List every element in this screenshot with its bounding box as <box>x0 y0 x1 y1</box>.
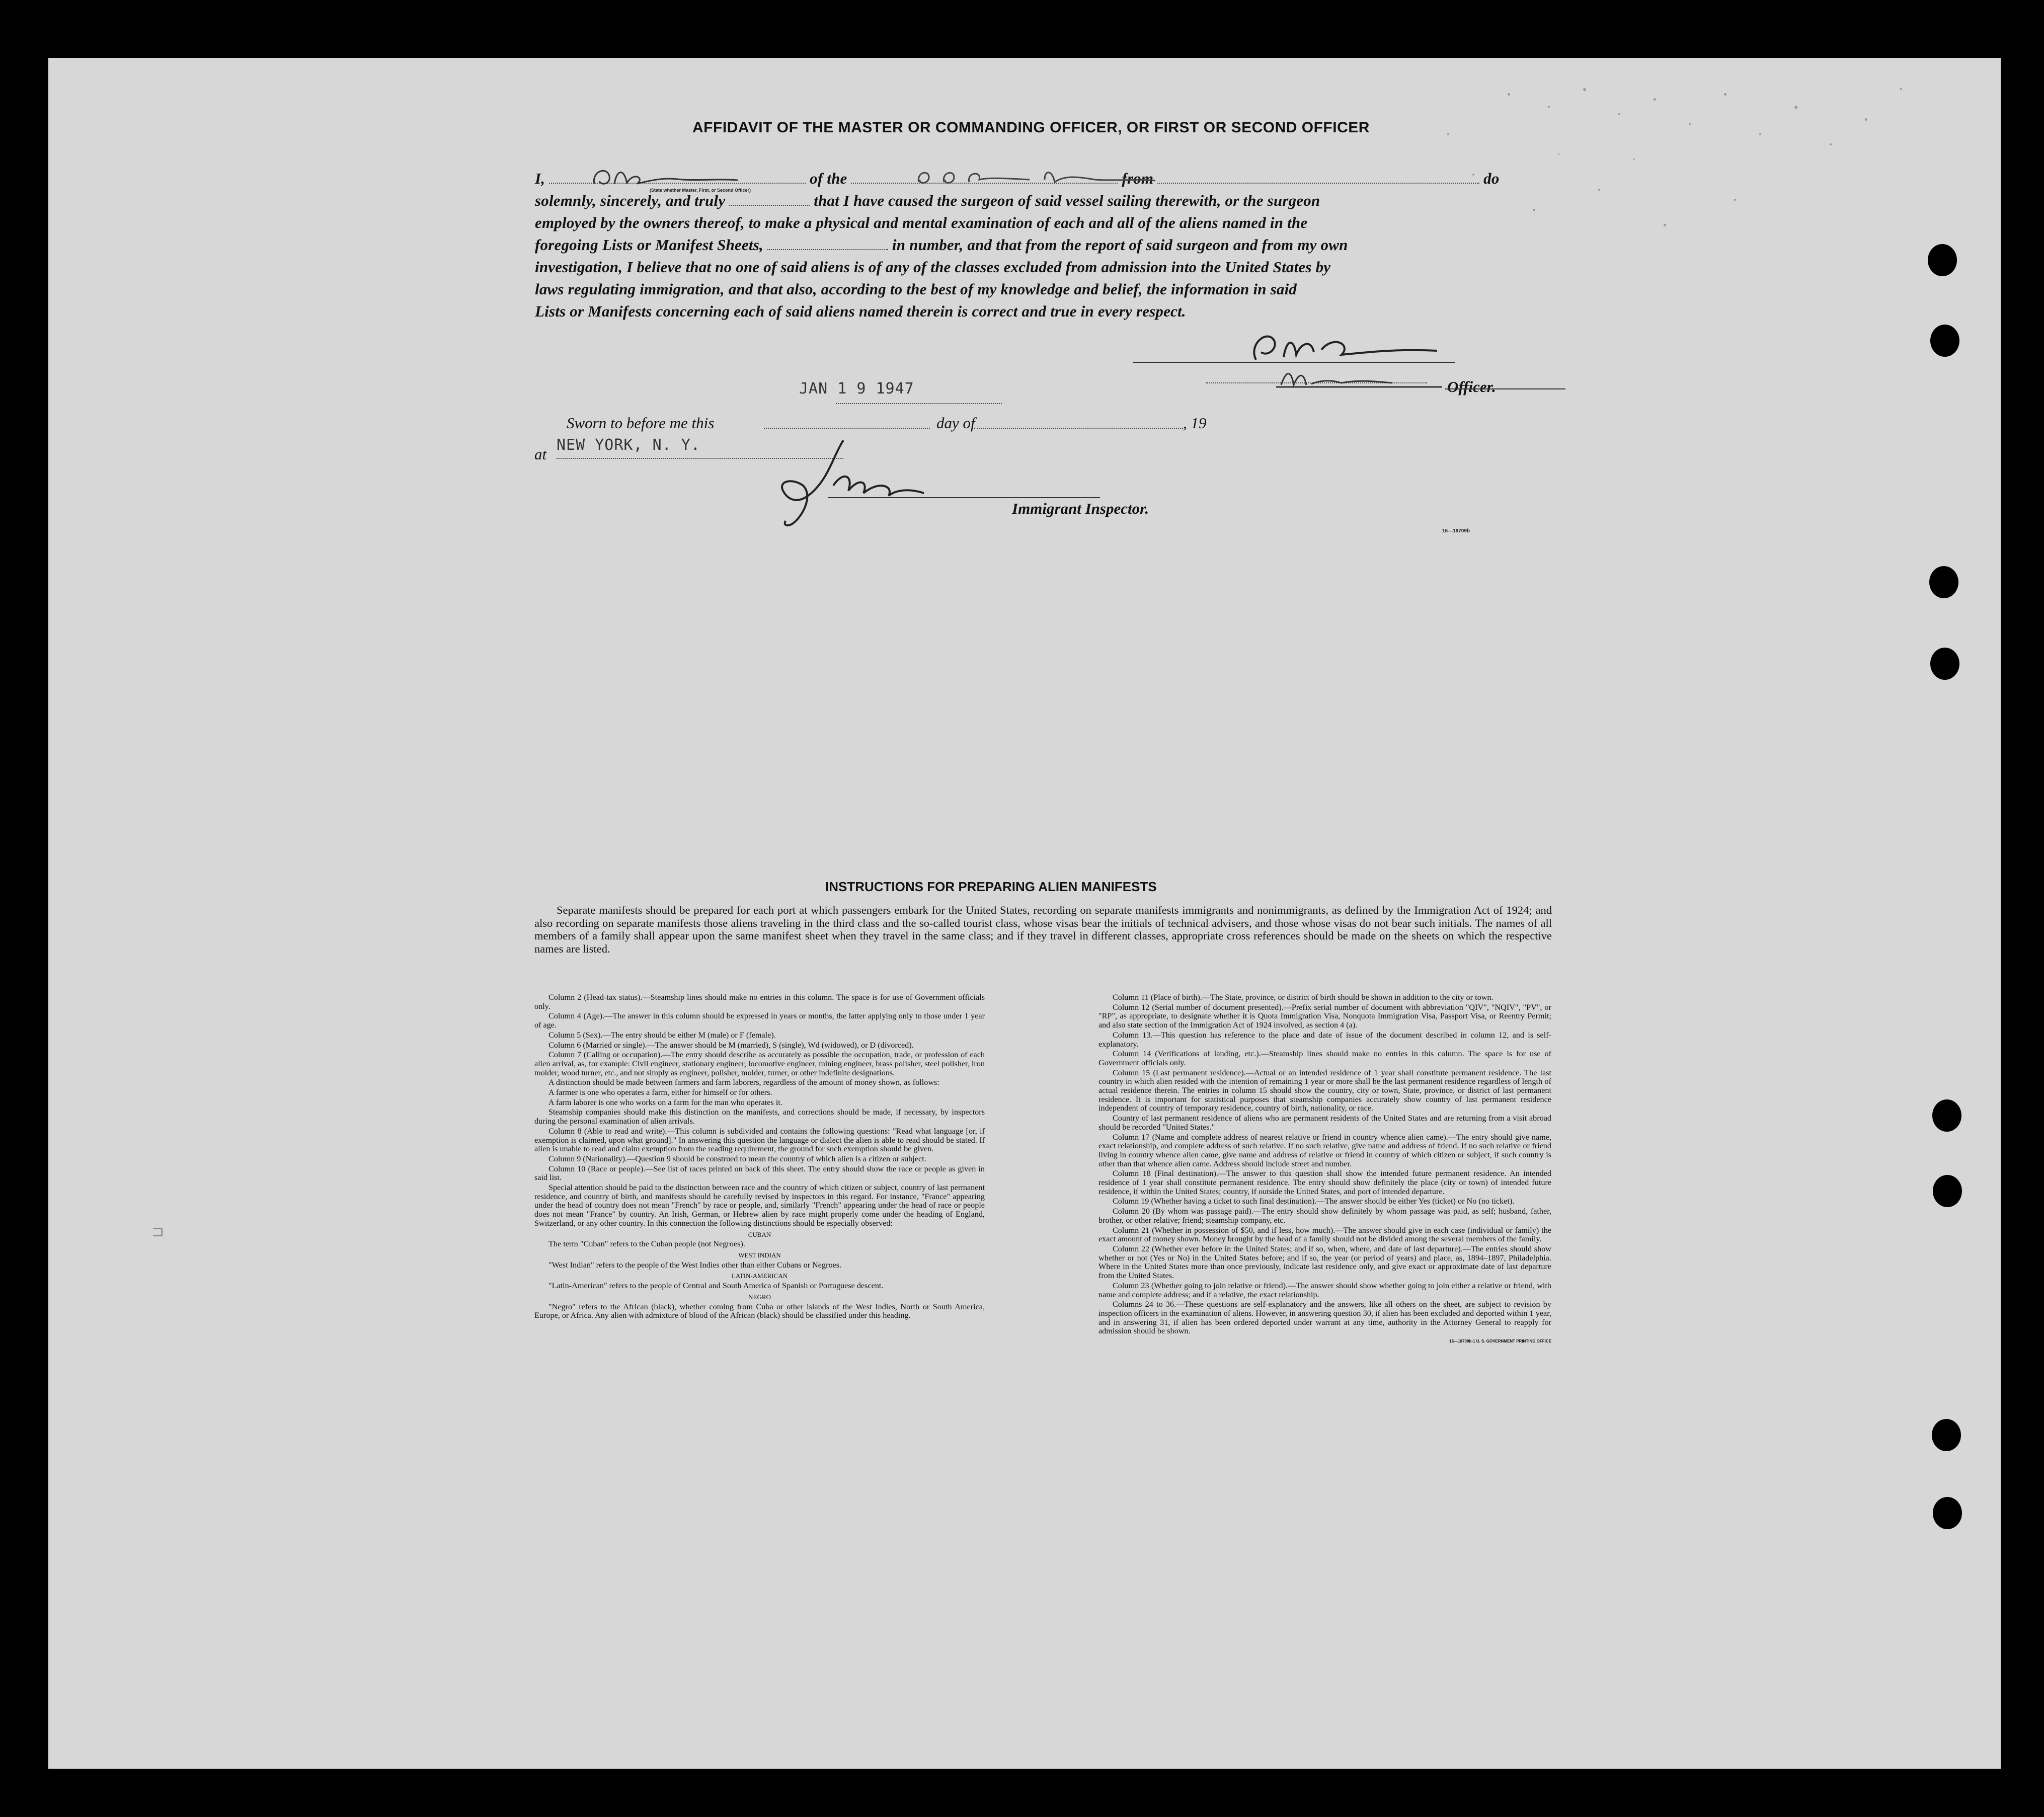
instruction-paragraph: Steamship companies should make this distinction on the manifests, and corrections should be made, if necessary, by inspectors during the personal examination of alien arrivals. <box>534 1108 985 1126</box>
affidavit-line-4 <box>535 236 1348 254</box>
day-of-label: day of <box>936 414 975 432</box>
binder-hole <box>1933 1497 1962 1529</box>
port-from-field <box>1157 172 1479 184</box>
binder-hole <box>1932 1419 1961 1451</box>
master-handwriting <box>1276 365 1447 395</box>
affidavit-line-3: employed by the owners thereof, to make a physical and mental examination of each and all of the aliens named in the <box>535 214 1308 231</box>
text-solemnly: solemnly, sincerely, and truly <box>535 192 726 209</box>
heading-cuban: CUBAN <box>748 1230 771 1238</box>
instruction-paragraph: Column 17 (Name and complete address of nearest relative or friend in country whence alien came).—The entry should give name, exact relationship, and complete address of such relative. If no such relative, give name and address of friend. If no such relative or friend living in country whence alien came, give name and address of relative or friend in country of which citizen or subject, if such country is other than that whence alien came. Address should include street and number. <box>1098 1132 1551 1168</box>
instruction-paragraph: Column 6 (Married or single).—The answer should be M (married), S (single), Wd (widowed), or D (divorced). <box>548 1040 914 1050</box>
text-foregoing: foregoing Lists or Manifest Sheets, <box>535 236 763 254</box>
instruction-paragraph: "Latin-American" refers to the people of Central and South America of Spanish or Portuguese descent. <box>548 1281 884 1291</box>
binder-hole <box>1930 325 1959 357</box>
instruction-paragraph: Column 4 (Age).—The answer in this column should be expressed in years or months, the latter applying only to those under 1 year of age. <box>534 1011 985 1030</box>
instruction-paragraph: Column 12 (Serial number of document presented).—Prefix serial number of document with abbreviation "QIV", "NQIV", "PV", or "RP", as appropriate, to designate whether it is Quota Immigration Visa, Nonquota Immigration Visa, Passport Visa, or Reentry Permit; and also state section of the Immigration Act of 1924 involved, as section 4 (a). <box>1098 1002 1551 1030</box>
affidavit-title: AFFIDAVIT OF THE MASTER OR COMMANDING OFFICER, OR FIRST OR SECOND OFFICER <box>692 119 1370 136</box>
label-do: do <box>1483 170 1500 187</box>
officer-label: Officer. <box>1447 378 1496 396</box>
instruction-paragraph: Country of last permanent residence of aliens who are permanent residents of the United States and are returning from a visit abroad should be recorded "United States." <box>1098 1114 1551 1132</box>
instruction-paragraph: Column 11 (Place of birth).—The State, province, or district of birth should be shown in addition to the city or town. <box>1113 993 1493 1002</box>
instruction-paragraph: The term "Cuban" refers to the Cuban people (not Negroes). <box>548 1239 745 1249</box>
text-surgeon: that I have caused the surgeon of said vessel sailing therewith, or the surgeon <box>814 192 1320 209</box>
inspector-signature <box>773 430 944 531</box>
binder-hole <box>1933 1175 1962 1207</box>
label-i: I, <box>535 170 545 187</box>
instruction-paragraph: Column 21 (Whether in possession of $50, and if less, how much).—The answer should give in each case (individual or family) the exact amount of money shown. Money brought by the head of a family should not be divided among the several members of the family. <box>1098 1225 1551 1244</box>
instruction-paragraph: Column 5 (Sex).—The entry should be either M (male) or F (female). <box>548 1030 776 1040</box>
date-stamp-line <box>836 403 1002 404</box>
instruction-paragraph: Column 23 (Whether going to join relative or friend).—The answer should show whether going to join either a relative or friend, with name and complete address; and if a relative, the exact relationship. <box>1098 1281 1551 1299</box>
officer-signature <box>1246 325 1457 370</box>
label-of-the: of the <box>810 170 847 187</box>
binder-hole <box>1930 648 1959 680</box>
heading-latin-american: LATIN-AMERICAN <box>731 1272 788 1280</box>
instructions-intro: Separate manifests should be prepared for each port at which passengers embark for the United States, recording on separate manifests immigrants and nonimmigrants, as defined by the Immigration Act of 1924; and also recording on separate manifests those aliens traveling in the third class and the so-called tourist class, whose visas bear the initials of technical advisers, and those whose visas do not bear such initials. The names of all members of a family shall appear upon the same manifest sheet when they travel in the same class; and if they travel in different classes, appropriate cross references should be made on the sheets on which the respective names are listed. <box>534 904 1552 955</box>
officer-label-underline <box>1445 388 1565 389</box>
instruction-paragraph: Column 20 (By whom was passage paid).—The entry should show definitely by whom passage was paid, as self; husband, father, brother, or other relative; friend; steamship company, etc. <box>1098 1207 1551 1225</box>
instruction-paragraph: "West Indian" refers to the people of the West Indies other than either Cubans or Negroes. <box>548 1260 842 1270</box>
instruction-paragraph: A distinction should be made between farmers and farm laborers, regardless of the amount of money shown, as follows: <box>548 1078 939 1087</box>
vessel-handwriting <box>914 165 1165 190</box>
affidavit-line-2 <box>535 192 1320 210</box>
text-in-number: in number, and that from the report of said surgeon and from my own <box>892 236 1348 254</box>
instructions-title: INSTRUCTIONS FOR PREPARING ALIEN MANIFESTS <box>825 879 1157 894</box>
year-label: , 19 <box>1183 414 1207 432</box>
heading-west-indian: WEST INDIAN <box>738 1251 781 1259</box>
instructions-left-column <box>534 993 985 1321</box>
instruction-paragraph: Column 15 (Last permanent residence).—Actual or an intended residence of 1 year shall constitute permanent residence. The last country in which alien resided with the intention of remaining 1 year or more shall be the last permanent residence regardless of length of actual residence therein. The entries in column 15 should show the country, city or town, State, province, or district of last permanent residence. It is important for statistical purposes that steamship companies accurately show country of last permanent residence independent of country of temporary residence, country of birth, nationality, or race. <box>1098 1068 1551 1113</box>
sworn-month-field <box>974 428 1183 429</box>
instruction-paragraph: Column 8 (Able to read and write).—This column is subdivided and contains the following questions: "Read what language [or, if exemption is claimed, upon what ground]." In answering this question the language or dialect the alien is able to read should be stated. If alien is unable to read and claim exemption from the reading requirement, the ground for such exemption should be given. <box>534 1126 985 1154</box>
binder-hole <box>1928 244 1957 276</box>
form-number: 16—18709b <box>1442 528 1470 534</box>
affidavit-line-5: investigation, I believe that no one of said aliens is of any of the classes excluded from admission into the United States by <box>535 258 1331 276</box>
place-stamp: NEW YORK, N. Y. <box>557 436 700 454</box>
instructions-right-column <box>1098 993 1551 1347</box>
instruction-paragraph: A farm laborer is one who works on a farm for the man who operates it. <box>548 1097 782 1107</box>
margin-mark: ⊐ <box>151 1223 165 1240</box>
instruction-paragraph: Column 19 (Whether having a ticket to such final destination).—The answer should be either Yes (ticket) or No (no ticket). <box>1113 1197 1515 1206</box>
document-page <box>48 58 2001 1769</box>
binder-hole <box>1929 566 1958 598</box>
sworn-day-field <box>764 428 930 429</box>
affidavit-line-6: laws regulating immigration, and that also, according to the best of my knowledge and belief, the information in said <box>535 280 1297 298</box>
swear-field <box>729 194 810 206</box>
sworn-label: Sworn to before me this <box>567 414 715 432</box>
instruction-paragraph: Column 18 (Final destination).—The answer to this question shall show the intended future permanent residence. An intended residence of 1 year shall constitute permanent residence. The entry should show definitely the place (city or town) of intended future residence, if within the United States; country, if outside the United States, and port of intended departure. <box>1098 1169 1551 1196</box>
instruction-paragraph: Column 14 (Verifications of landing, etc.).—Steamship lines should make no entries in this column. The space is for use of Government officials only. <box>1098 1049 1551 1067</box>
inspector-label: Immigrant Inspector. <box>1012 500 1149 517</box>
instruction-paragraph: Column 13.—This question has reference to the place and date of issue of the document described in column 12, and is self-explanatory. <box>1098 1030 1551 1049</box>
sheet-count-field <box>767 238 888 250</box>
instruction-paragraph: Special attention should be paid to the distinction between race and the country of which citizen or subject, country of last permanent residence, and country of birth, and manifests should be carefully revised by inspectors in this regard. For instance, "France" appearing under the head of country does not mean "French" by race or people, and, similarly "French" appearing under the head of race or people does not mean "France" by country. An Irish, German, or Hebrew alien by race might properly come under the heading of England, Switzerland, or any other country. In this connection the following distinctions should be especially observed: <box>534 1183 985 1228</box>
instruction-paragraph: Column 2 (Head-tax status).—Steamship lines should make no entries in this column. The space is for use of Government officials only. <box>534 993 985 1011</box>
inspector-signature-line <box>828 497 1100 498</box>
instruction-paragraph: Column 10 (Race or people).—See list of races printed on back of this sheet. The entry should show the race or people as given in said list. <box>534 1164 985 1182</box>
instruction-paragraph: Column 7 (Calling or occupation).—The entry should describe as accurately as possible the occupation, trade, or profession of each alien arrival, as, for example: Civil engineer, stationary engineer, locomotive engineer, mining engineer, brass polisher, steel polisher, iron molder, wood turner, etc., and not simply as engineer, polisher, molder, turner, or other indefinite designations. <box>534 1050 985 1077</box>
date-stamp: JAN 1 9 1947 <box>799 380 914 398</box>
printing-office-footer: 16—18709b-1 U. S. GOVERNMENT PRINTING OFFICE <box>1449 1339 1551 1344</box>
at-label: at <box>534 445 547 463</box>
instruction-paragraph: "Negro" refers to the African (black), whether coming from Cuba or other islands of the West Indies, North or South America, Europe, or Africa. Any alien with admixture of blood of the African (black) should be classified under this heading. <box>534 1302 985 1320</box>
instruction-paragraph: Column 22 (Whether ever before in the United States; and if so, when, where, and date of last departure).—The entries should show whether or not (Yes or No) in the United States before; and if so, the year (or period of years) and place, as, 1894–1897, Philadelphia. Where in the United States more than once previously, indicate last residence only, and give exact or approximate date of last departure from the United States. <box>1098 1244 1551 1281</box>
binder-hole <box>1932 1099 1961 1132</box>
affidavit-line-7: Lists or Manifests concerning each of said aliens named therein is correct and true in every respect. <box>535 302 1186 320</box>
instruction-paragraph: A farmer is one who operates a farm, either for himself or for others. <box>548 1088 772 1097</box>
officer-title-caption: (State whether Master, First, or Second Officer) <box>650 188 751 193</box>
instruction-paragraph: Column 9 (Nationality).—Question 9 should be construed to mean the country of which alien is a citizen or subject. <box>548 1154 926 1163</box>
instruction-paragraph: Columns 24 to 36.—These questions are self-explanatory and the answers, like all others on the sheet, are subject to revision by inspection officers in the examination of aliens. However, in answering question 30, if alien has been excluded and deported within 1 year, and in answering 31, if alien has been ordered deported under warrant at any time, authority in the Attorney General to reapply for admission should be shown. <box>1098 1300 1551 1336</box>
heading-negro: NEGRO <box>748 1293 771 1301</box>
label-from: from <box>1122 170 1154 187</box>
